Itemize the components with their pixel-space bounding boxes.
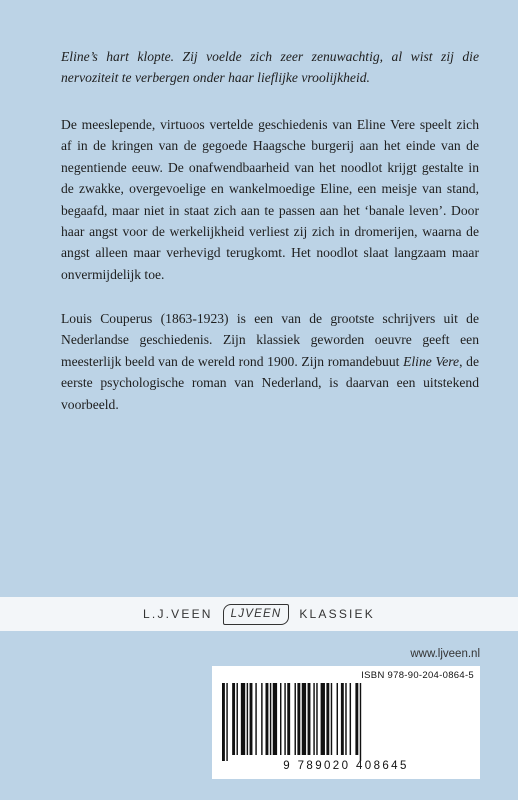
publisher-website: www.ljveen.nl bbox=[410, 648, 480, 660]
author-description bbox=[61, 308, 479, 415]
barcode-panel bbox=[212, 666, 480, 779]
barcode-bar bbox=[255, 683, 256, 755]
barcode-bar bbox=[326, 683, 329, 755]
barcode-bar bbox=[237, 683, 238, 755]
barcode-bar bbox=[321, 683, 325, 755]
barcode-bar bbox=[287, 683, 290, 755]
barcode-bar bbox=[250, 683, 253, 755]
barcode-bar bbox=[355, 683, 358, 755]
barcode-bar bbox=[280, 683, 281, 755]
isbn-label: ISBN 978-90-204-0864-5 bbox=[361, 670, 474, 681]
author-description-start: Louis Couperus (1863-1923) is een van de grootste schrijvers uit de Nederlandse geschiedenis. Zijn klassiek geworden oeuvre geeft een meesterlijk beeld van de wereld rond 1900. Zijn romandebuut bbox=[61, 311, 479, 369]
back-cover-quote: Eline’s hart klopte. Zij voelde zich zeer zenuwachtig, al wist zij die nervoziteit te verbergen onder haar lieflijke vroolijkheid. bbox=[61, 49, 479, 86]
barcode-bar bbox=[308, 683, 311, 755]
author-description-end: , de eerste psychologische roman van Nederland, is daarvan een uitstekend voorbeeld. bbox=[61, 353, 479, 412]
barcode-bar bbox=[316, 683, 317, 755]
barcode-bar bbox=[266, 683, 269, 755]
barcode-bar bbox=[345, 683, 346, 755]
barcode-bar bbox=[273, 683, 277, 755]
barcode-bar bbox=[232, 683, 235, 755]
barcode-bar bbox=[270, 683, 271, 755]
barcode-bar bbox=[222, 683, 225, 761]
barcode-bar bbox=[295, 683, 296, 755]
publisher-name: L.J.VEEN bbox=[143, 607, 213, 621]
barcode-bar bbox=[284, 683, 285, 755]
barcode-icon bbox=[222, 683, 470, 763]
barcode-bar bbox=[337, 683, 338, 755]
barcode-bar bbox=[331, 683, 332, 755]
barcode-bar bbox=[226, 683, 227, 761]
barcode-bar bbox=[297, 683, 300, 755]
barcode-bar bbox=[241, 683, 245, 755]
barcode-bar bbox=[341, 683, 344, 755]
barcode-bar bbox=[350, 683, 351, 755]
book-description: De meeslepende, virtuoos vertelde geschiedenis van Eline Vere speelt zich af in de kringen van de gegoede Haagsche burgerij aan het einde van de negentiende eeuw. De onafwendbaarheid van het noodlot krijgt gestalte in de zwakke, overgevoelige en wankelmoedige Eline, een meisje van stand, begaafd, maar niet in staat zich aan te passen aan het ‘banale leven’. Door haar angst voor de werkelijkheid verliest zij zich in dromerijen, waarna de angst alleen maar verhevigd terugkomt. Het noodlot slaat langzaam maar onvermijdelijk toe. bbox=[61, 117, 479, 282]
series-name: KLASSIEK bbox=[299, 607, 375, 621]
ean-digits: 9 789020 408645 bbox=[283, 760, 409, 772]
barcode-bar bbox=[247, 683, 248, 755]
book-title-inline: Eline Vere bbox=[403, 353, 460, 369]
barcode-bar bbox=[360, 683, 361, 761]
barcode-bar bbox=[302, 683, 306, 755]
publisher-band bbox=[0, 597, 518, 631]
barcode-bar bbox=[261, 683, 262, 755]
publisher-logo: LJVEEN bbox=[223, 604, 290, 625]
barcode-bar bbox=[313, 683, 314, 755]
